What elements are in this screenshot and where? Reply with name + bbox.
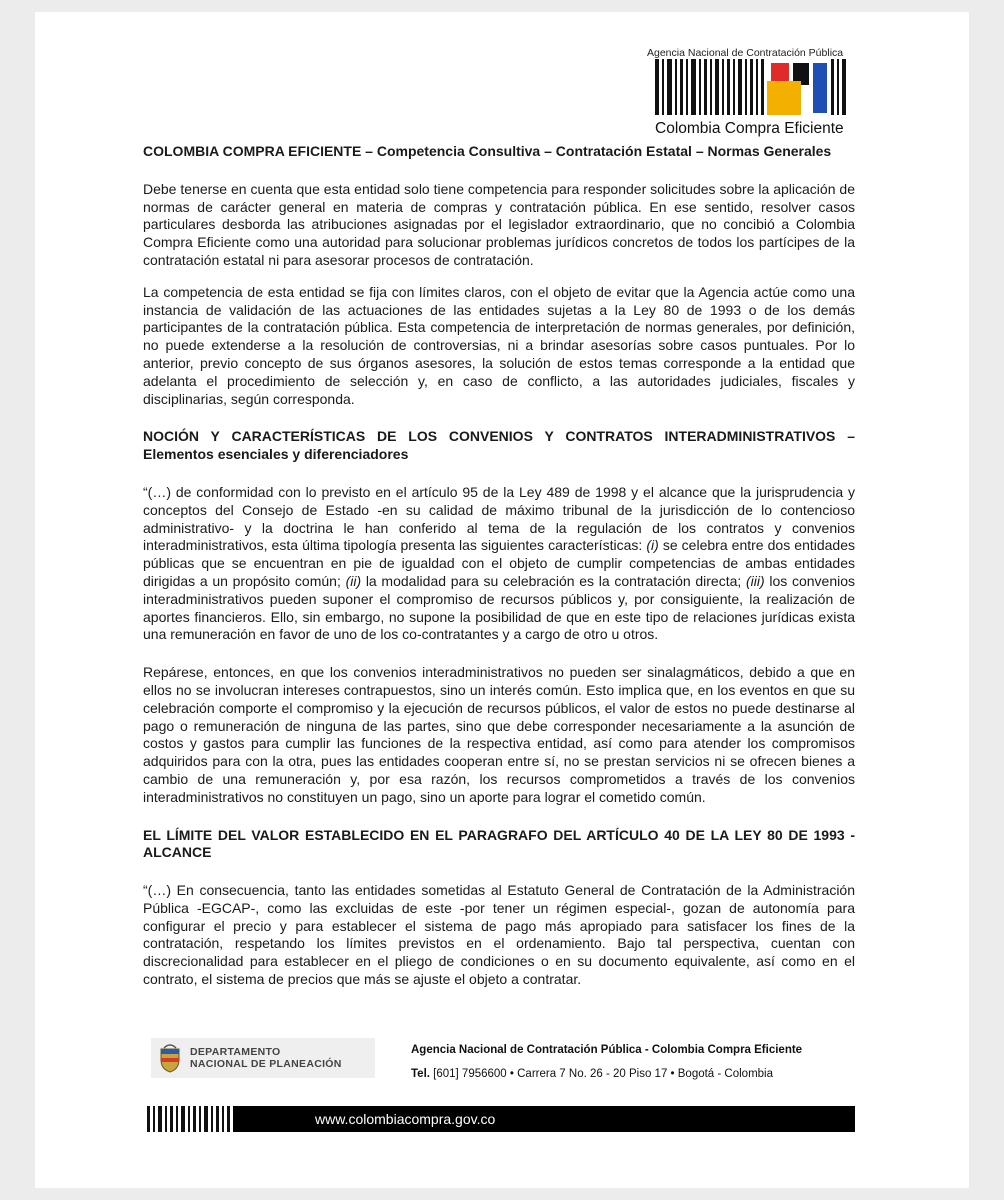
section-title-competencia: COLOMBIA COMPRA EFICIENTE – Competencia Consultiva – Contratación Estatal – Normas Generales xyxy=(143,143,832,159)
header-logo xyxy=(647,45,863,137)
item-marker-i: (i) xyxy=(646,537,659,554)
paragraph-convenios-1: “(…) de conformidad con lo previsto en el artículo 95 de la Ley 489 de 1998 y el alcance que la jurisprudencia y conceptos del Consejo de Estado -en su calidad de máximo tribunal de la jurisdicción de lo contencioso administrativo- y la doctrina le han conferido al tema de la regulación de los contratos y convenios interadministrativos, esta última tipología presenta las siguientes características: (i) se celebra entre dos entidades públicas que se encuentran en pie de igualdad con el objeto de cumplir competencias de ambas entidades dirigidas a un propósito común; (ii) la modalidad para su celebración es la contratación directa; (iii) los convenios interadministrativos pueden suponer el compromiso de recursos públicos y, por consiguiente, la realización de aportes financieros. Ello, sin embargo, no supone la posibilidad de que en este tipo de relaciones jurídicas exista una remuneración en favor de uno de los co-contratantes y a cargo de otro u otros. xyxy=(143,483,855,643)
barcode-strip-icon xyxy=(147,1106,231,1132)
section-title-convenios: NOCIÓN Y CARACTERÍSTICAS DE LOS CONVENIOS Y CONTRATOS INTERADMINISTRATIVOS – Elementos esenciales y diferenciadores xyxy=(143,428,855,463)
section-title-limite-valor: EL LÍMITE DEL VALOR ESTABLECIDO EN EL PARAGRAFO DEL ARTÍCULO 40 DE LA LEY 80 DE 1993 - ALCANCE xyxy=(143,826,855,861)
paragraph-competencia-2: La competencia de esta entidad se fija con límites claros, con el objeto de evitar que la Agencia actúe como una instancia de validación de las actuaciones de las entidades sujetas a la Ley 80 de 1993 o de los demás participantes de la contratación pública. Esta competencia de interpretación de normas generales, por definición, no puede extenderse a la resolución de controversias, ni a brindar asesorías sobre casos puntuales. Por lo anterior, previo concepto de sus órganos asesores, la solución de estos temas corresponde a la entidad que adelanta el procedimiento de selección y, en caso de conflicto, a las autoridades judiciales, fiscales y disciplinarias, según corresponda. xyxy=(143,283,855,407)
item-marker-ii: (ii) xyxy=(345,572,362,589)
logo-brand-name: Colombia Compra Eficiente xyxy=(655,120,844,137)
document-page xyxy=(35,12,969,1188)
dnp-line-2: NACIONAL DE PLANEACIÓN xyxy=(190,1058,342,1070)
paragraph-limite-valor: “(…) En consecuencia, tanto las entidades sometidas al Estatuto General de Contratación de la Administración Pública -EGCAP-, como las excluidas de este -por tener un régimen especial-, gozan de autonomía para configurar el precio y para establecer el sistema de pago más apropiado para satisfacer los fines de la contratación, respetando los límites previstos en el ordenamiento. Bajo tal perspectiva, cuentan con discrecionalidad para establecer en el pliego de condiciones o en su documento equivalente, así como en el contrato, el sistema de precios que más se ajuste el objeto a contratar. xyxy=(143,882,855,988)
document-body xyxy=(143,143,855,1003)
barcode-logo-icon xyxy=(655,59,855,119)
dnp-logo xyxy=(151,1038,375,1078)
website-bar xyxy=(147,1106,855,1132)
item-marker-iii: (iii) xyxy=(745,572,765,589)
paragraph-convenios-2: Repárese, entonces, en que los convenios interadministrativos no pueden ser sinalagmáticos, debido a que en ellos no se involucran intereses contrapuestos, sino un interés común. Esto implica que, en los eventos en que su celebración comporte el compromiso y la ejecución de recursos públicos, el valor de estos no puede destinarse al pago o remuneración de ninguna de las partes, sino que debe corresponder necesariamente a la asunción de costos y gastos para cumplir las funciones de la respectiva entidad, así como para atender los compromisos adquiridos para con la otra, pues las entidades cooperan entre sí, no se prestan servicios ni se ofrecen bienes a cambio de una remuneración y, por esa razón, los recursos comprometidos a través de los convenios interadministrativos no constituyen un pago, sino un aporte para lograr el cometido común. xyxy=(143,664,855,805)
page-footer xyxy=(143,1038,855,1138)
website-url[interactable]: www.colombiacompra.gov.co xyxy=(315,1111,496,1127)
logo-agency-caption: Agencia Nacional de Contratación Pública xyxy=(647,47,844,59)
footer-contact-info: Tel. [601] 7956600 • Carrera 7 No. 26 - 20 Piso 17 • Bogotá - Colombia xyxy=(411,1068,773,1080)
footer-agency-name: Agencia Nacional de Contratación Pública - Colombia Compra Eficiente xyxy=(411,1044,803,1056)
paragraph-competencia-1: Debe tenerse en cuenta que esta entidad solo tiene competencia para responder solicitudes sobre la aplicación de normas de carácter general en materia de compras y contratación pública. En ese sentido, resolver casos particulares desborda las atribuciones asignadas por el legislador extraordinario, que no concibió a Colombia Compra Eficiente como una autoridad para solucionar problemas jurídicos concretos de todos los partícipes de la contratación estatal ni para asesorar procesos de contratación. xyxy=(143,180,855,268)
dnp-line-1: DEPARTAMENTO xyxy=(190,1046,281,1058)
coat-of-arms-icon xyxy=(158,1043,182,1073)
